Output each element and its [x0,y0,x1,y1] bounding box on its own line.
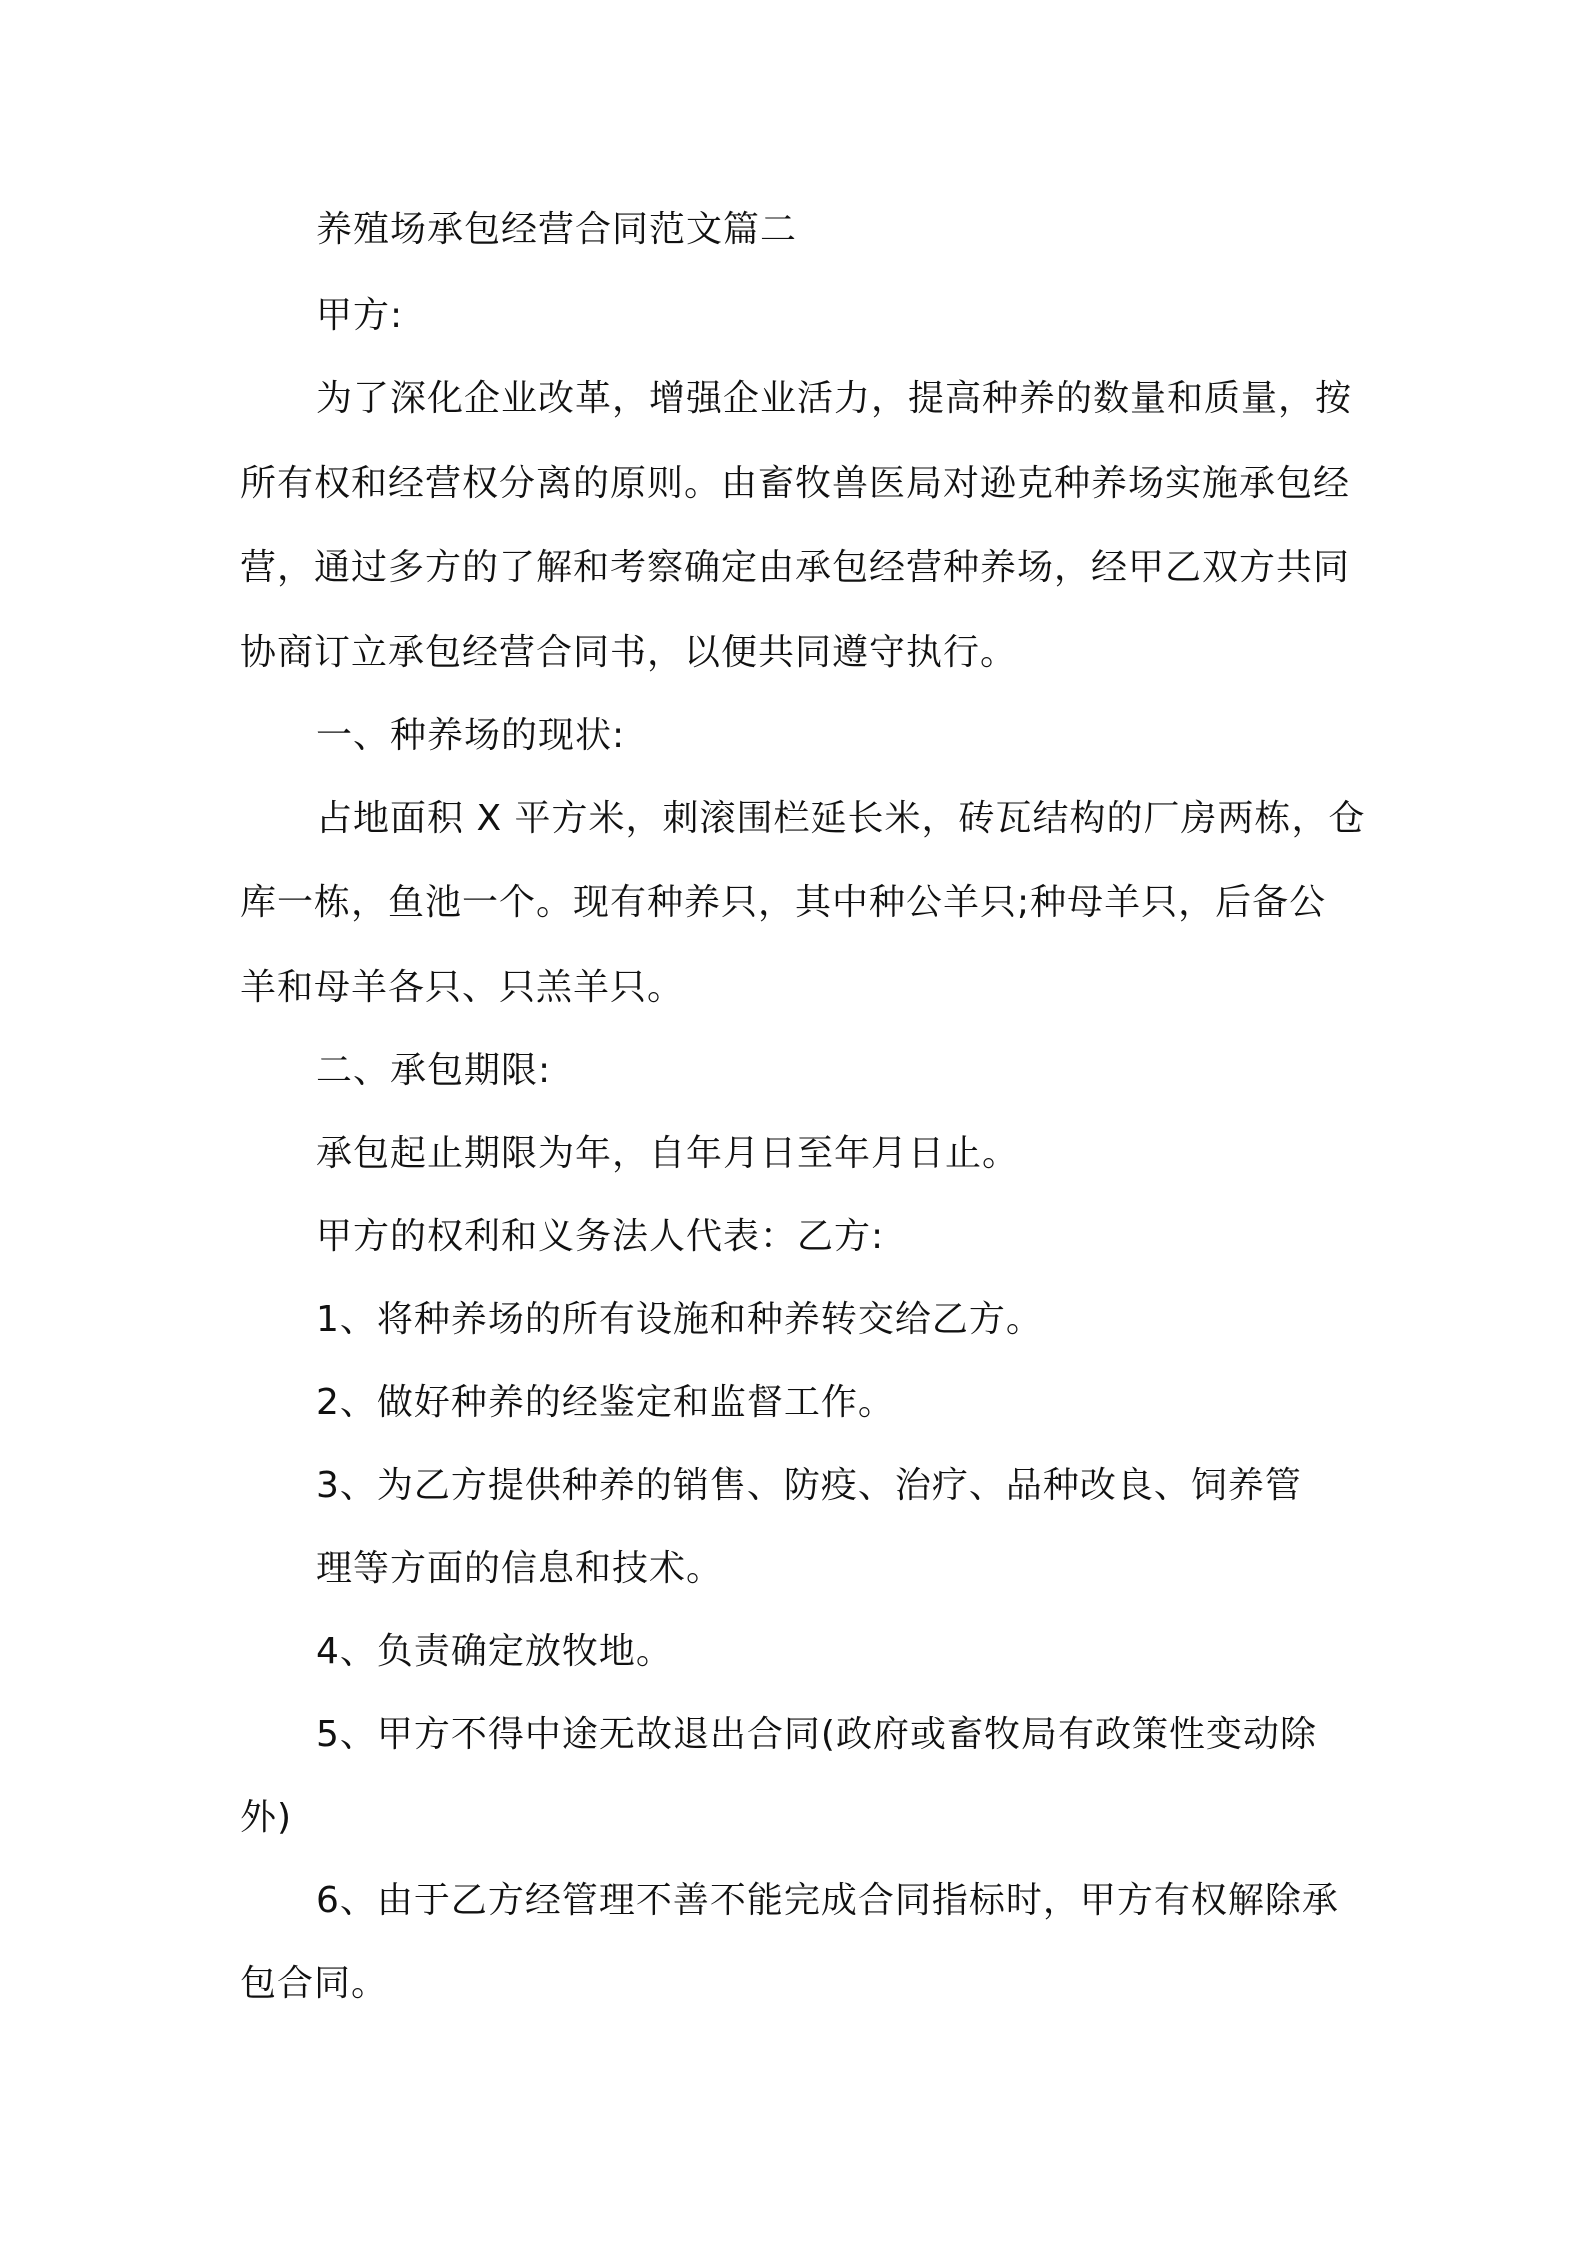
section-1-line-1: 占地面积 X 平方米，刺滚围栏延长米，砖瓦结构的厂房两栋，仓 [316,798,1366,839]
item-6-line-2: 包合同。 [240,1963,389,2004]
document-title: 养殖场承包经营合同范文篇二 [316,209,798,250]
item-5-line-1: 5、甲方不得中途无故退出合同(政府或畜牧局有政策性变动除 [316,1714,1317,1755]
item-5-line-2: 外) [240,1797,293,1838]
party-a-label: 甲方: [316,295,404,336]
section-2-heading: 二、承包期限: [316,1050,552,1091]
intro-line-4: 协商订立承包经营合同书，以便共同遵守执行。 [240,632,1018,673]
intro-line-2: 所有权和经营权分离的原则。由畜牧兽医局对逊克种养场实施承包经 [240,463,1351,504]
rights-heading: 甲方的权利和义务法人代表：乙方: [316,1216,885,1257]
item-4: 4、负责确定放牧地。 [316,1631,673,1672]
item-1: 1、将种养场的所有设施和种养转交给乙方。 [316,1299,1043,1340]
contract-term: 承包起止期限为年，自年月日至年月日止。 [316,1133,1020,1174]
section-1-heading: 一、种养场的现状: [316,715,626,756]
section-1-line-2: 库一栋，鱼池一个。现有种养只，其中种公羊只;种母羊只，后备公 [240,882,1327,923]
item-6-line-1: 6、由于乙方经管理不善不能完成合同指标时，甲方有权解除承 [316,1880,1339,1921]
item-3-line-2: 理等方面的信息和技术。 [316,1548,724,1589]
intro-line-3: 营，通过多方的了解和考察确定由承包经营种养场，经甲乙双方共同 [240,547,1351,588]
item-3-line-1: 3、为乙方提供种养的销售、防疫、治疗、品种改良、饲养管 [316,1465,1302,1506]
section-1-line-3: 羊和母羊各只、只羔羊只。 [240,967,685,1008]
item-2: 2、做好种养的经鉴定和监督工作。 [316,1382,895,1423]
intro-line-1: 为了深化企业改革，增强企业活力，提高种养的数量和质量，按 [316,378,1353,419]
